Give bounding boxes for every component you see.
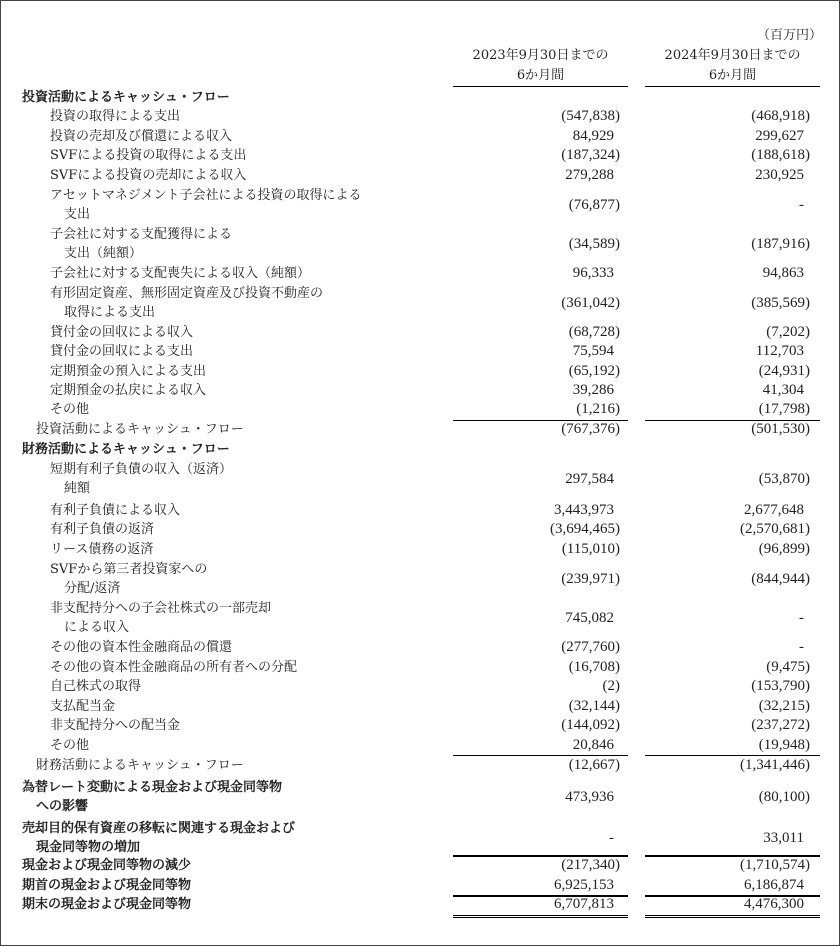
row-label-text: 投資活動によるキャッシュ・フロー xyxy=(22,90,230,105)
column-header-2024-line1: 2024年9月30日までの xyxy=(664,48,801,63)
row-label xyxy=(50,107,180,126)
value-2023: (3,694,465) xyxy=(550,521,620,537)
value-2024: (17,798) xyxy=(758,401,810,417)
header-underline-2024 xyxy=(645,86,820,87)
row-label xyxy=(50,400,89,419)
total-rule-decrease-2024 xyxy=(645,855,820,857)
row-label-text: 投資活動によるキャッシュ・フロー xyxy=(36,422,244,437)
total-rule-end-2024 xyxy=(645,895,820,897)
value-2024: (187,916) xyxy=(751,236,810,252)
double-rule-2023 xyxy=(453,915,628,918)
row-label-text: SVFから第三者投資家への xyxy=(50,562,208,577)
value-2024: (468,918) xyxy=(751,108,810,124)
value-2024: (96,899) xyxy=(758,541,810,557)
row-label-text: 短期有利子負債の収入（返済） xyxy=(50,462,233,477)
row-label xyxy=(22,88,230,107)
row-label-text: 貸付金の回収による収入 xyxy=(50,325,194,340)
header-underline-2023 xyxy=(453,86,628,87)
double-rule-2024 xyxy=(645,915,820,918)
value-2023: (65,192) xyxy=(568,363,620,379)
row-label-continuation: による収入 xyxy=(64,620,130,635)
row-label xyxy=(22,819,295,857)
value-2023: 75,594 xyxy=(572,343,614,359)
row-label-text: その他 xyxy=(50,738,90,753)
subtotal-rule-financing-2023 xyxy=(453,755,628,756)
row-label xyxy=(50,677,141,696)
row-label xyxy=(36,756,244,775)
row-label xyxy=(50,540,153,559)
value-2024: (53,870) xyxy=(758,471,810,487)
row-label-text: 有利子負債の返済 xyxy=(50,522,155,537)
row-label-text: 非支配持分への配当金 xyxy=(50,718,181,733)
row-label-continuation: 現金同等物の増加 xyxy=(36,840,141,855)
row-label xyxy=(50,284,323,322)
value-2024: 41,304 xyxy=(762,382,804,398)
row-label xyxy=(50,381,206,400)
row-label-text: 子会社に対する支配喪失による収入（純額） xyxy=(50,266,311,281)
row-label-text: 現金および現金同等物の減少 xyxy=(22,858,192,873)
row-label-text: 期首の現金および現金同等物 xyxy=(22,878,192,893)
row-label-text: 定期預金の預入による支出 xyxy=(50,364,207,379)
row-label-text: 支払配当金 xyxy=(50,699,116,714)
value-2023: 96,333 xyxy=(572,265,614,281)
value-2024: (7,202) xyxy=(766,324,810,340)
row-label xyxy=(22,778,282,816)
row-label-text: 子会社に対する支配獲得による xyxy=(50,227,233,242)
row-label xyxy=(50,323,193,342)
value-2024: (844,944) xyxy=(751,571,810,587)
value-2023: (277,760) xyxy=(561,639,620,655)
value-2023: (32,144) xyxy=(568,698,620,714)
row-label xyxy=(50,225,232,263)
value-2024: 6,186,874 xyxy=(744,877,804,893)
row-label-continuation: への影響 xyxy=(36,799,89,814)
row-label xyxy=(22,856,191,875)
value-2023: 279,288 xyxy=(565,167,614,183)
row-label xyxy=(50,697,115,716)
row-label xyxy=(50,501,180,520)
column-header-2024-line2: 6か月間 xyxy=(708,68,757,83)
column-header-2023-line1: 2023年9月30日までの xyxy=(472,48,609,63)
column-header-2024 xyxy=(645,46,820,86)
row-label xyxy=(22,876,191,895)
value-2023: (34,589) xyxy=(568,236,620,252)
value-2024: (153,790) xyxy=(751,678,810,694)
value-2024: (2,570,681) xyxy=(740,521,810,537)
row-label xyxy=(50,362,206,381)
value-2023: 84,929 xyxy=(572,128,614,144)
row-label xyxy=(50,166,246,185)
value-2024: 230,925 xyxy=(755,167,804,183)
row-label-text: その他の資本性金融商品の償還 xyxy=(50,640,233,655)
value-2023: (2) xyxy=(602,678,620,694)
value-2023: 39,286 xyxy=(572,382,614,398)
row-label-text: 有形固定資産、無形固定資産及び投資不動産の xyxy=(50,286,324,301)
column-header-2023-line2: 6か月間 xyxy=(516,68,565,83)
value-2023: (144,092) xyxy=(561,717,620,733)
value-2023: 6,925,153 xyxy=(554,877,614,893)
value-2023: - xyxy=(609,830,614,846)
value-2023: 473,936 xyxy=(565,789,614,805)
row-label xyxy=(50,736,89,755)
row-label xyxy=(50,460,232,498)
row-label-text: アセットマネジメント子会社による投資の取得による xyxy=(50,188,362,203)
value-2023: (547,838) xyxy=(561,108,620,124)
row-label-text: 売却目的保有資産の移転に関連する現金および xyxy=(22,821,296,836)
row-label-text: リース債務の返済 xyxy=(50,542,154,557)
subtotal-rule-investing-2024 xyxy=(645,420,820,421)
value-2024: (237,272) xyxy=(751,717,810,733)
total-rule-end-2023 xyxy=(453,895,628,897)
row-label-text: 投資の売却及び償還による収入 xyxy=(50,129,233,144)
total-rule-decrease-2023 xyxy=(453,855,628,857)
row-label xyxy=(50,127,232,146)
row-label-text: 貸付金の回収による支出 xyxy=(50,344,194,359)
value-2024: (24,931) xyxy=(758,363,810,379)
value-2023: (68,728) xyxy=(568,324,620,340)
value-2024: - xyxy=(799,610,804,626)
row-label xyxy=(50,638,232,657)
subtotal-rule-financing-2024 xyxy=(645,755,820,756)
value-2024: (19,948) xyxy=(758,737,810,753)
row-label-text: 財務活動によるキャッシュ・フロー xyxy=(36,758,244,773)
value-2024: (501,530) xyxy=(751,421,810,437)
value-2023: (16,708) xyxy=(568,659,620,675)
row-label xyxy=(22,440,230,459)
value-2024: 94,863 xyxy=(762,265,804,281)
row-label-text: SVFによる投資の売却による収入 xyxy=(50,168,247,183)
row-label-text: 財務活動によるキャッシュ・フロー xyxy=(22,442,230,457)
value-2024: - xyxy=(799,197,804,213)
row-label-text: 自己株式の取得 xyxy=(50,679,142,694)
value-2023: (76,877) xyxy=(568,197,620,213)
row-label-text: 有利子負債による収入 xyxy=(50,503,181,518)
value-2023: 745,082 xyxy=(565,610,614,626)
value-2023: (12,667) xyxy=(568,757,620,773)
row-label-text: その他 xyxy=(50,402,90,417)
row-label xyxy=(50,599,271,637)
column-header-2023 xyxy=(453,46,628,86)
value-2023: (767,376) xyxy=(561,421,620,437)
value-2024: (385,569) xyxy=(751,295,810,311)
value-2024: 2,677,648 xyxy=(744,502,804,518)
value-2023: 3,443,973 xyxy=(554,502,614,518)
unit-label: （百万円） xyxy=(756,28,822,43)
value-2023: (187,324) xyxy=(561,147,620,163)
value-2024: 299,627 xyxy=(755,128,804,144)
row-label xyxy=(50,716,180,735)
value-2024: - xyxy=(799,639,804,655)
row-label-continuation: 取得による支出 xyxy=(64,305,156,320)
value-2024: 33,011 xyxy=(763,830,804,846)
row-label xyxy=(50,146,246,165)
value-2024: (80,100) xyxy=(758,789,810,805)
row-label xyxy=(50,342,193,361)
row-label-text: 定期預金の払戻による収入 xyxy=(50,383,207,398)
row-label xyxy=(50,264,310,283)
value-2023: (239,971) xyxy=(561,571,620,587)
row-label xyxy=(50,520,154,539)
value-2023: 20,846 xyxy=(572,737,614,753)
row-label-continuation: 支出（純額） xyxy=(64,246,143,261)
value-2023: 6,707,813 xyxy=(554,896,614,912)
value-2023: (115,010) xyxy=(561,541,620,557)
row-label xyxy=(50,658,297,677)
row-label-continuation: 支出 xyxy=(64,207,91,222)
value-2023: (217,340) xyxy=(561,857,620,873)
row-label-text: 期末の現金および現金同等物 xyxy=(22,897,192,912)
value-2024: (1,341,446) xyxy=(740,757,810,773)
row-label xyxy=(50,186,361,224)
value-2023: (361,042) xyxy=(561,295,620,311)
row-label-text: SVFによる投資の取得による支出 xyxy=(50,148,247,163)
row-label-text: その他の資本性金融商品の所有者への分配 xyxy=(50,660,298,675)
value-2024: 112,703 xyxy=(755,343,804,359)
row-label xyxy=(36,420,244,439)
row-label-continuation: 分配/返済 xyxy=(64,581,121,596)
value-2024: (32,215) xyxy=(758,698,810,714)
row-label xyxy=(22,895,191,914)
value-2024: (1,710,574) xyxy=(740,857,810,873)
row-label-text: 非支配持分への子会社株式の一部売却 xyxy=(50,601,272,616)
row-label-text: 為替レート変動による現金および現金同等物 xyxy=(22,780,283,795)
value-2024: (188,618) xyxy=(751,147,810,163)
value-2023: 297,584 xyxy=(565,471,614,487)
row-label xyxy=(50,560,207,598)
value-2024: 4,476,300 xyxy=(744,896,804,912)
row-label-continuation: 純額 xyxy=(64,481,91,496)
subtotal-rule-investing-2023 xyxy=(453,420,628,421)
value-2024: (9,475) xyxy=(766,659,810,675)
row-label-text: 投資の取得による支出 xyxy=(50,109,181,124)
value-2023: (1,216) xyxy=(576,401,620,417)
